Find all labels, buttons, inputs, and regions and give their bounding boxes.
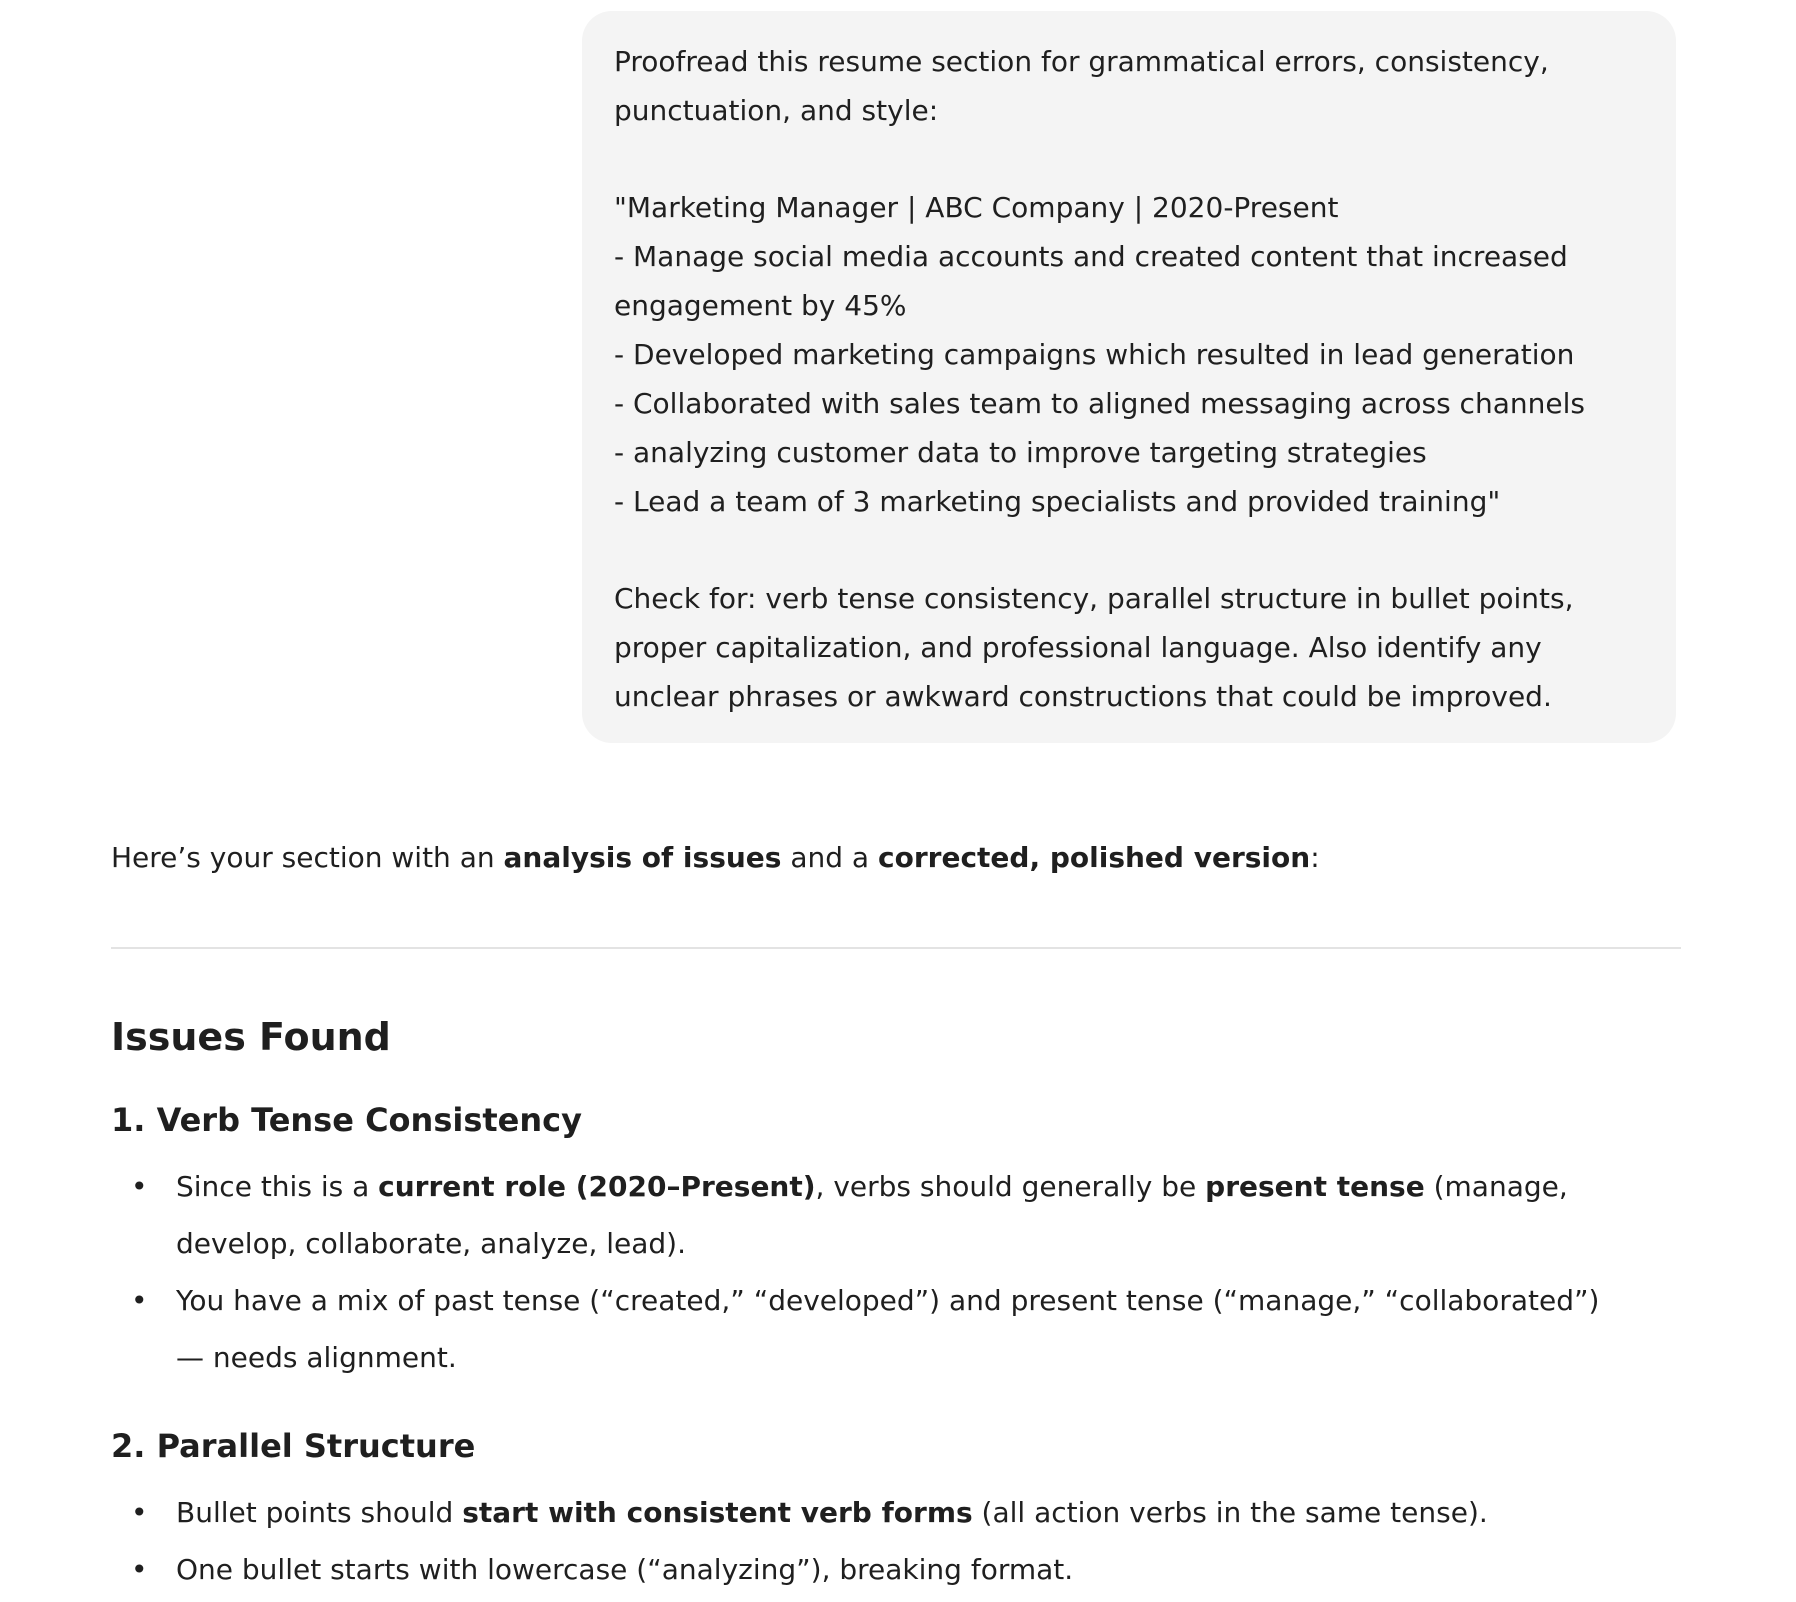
assistant-intro (111, 838, 1320, 878)
list-item-text: Since this is a (176, 1170, 379, 1203)
list-item-text: , verbs should generally be (815, 1170, 1206, 1203)
list-item-text: — needs alignment. (176, 1341, 457, 1374)
user-message-line: - analyzing customer data to improve targeting strategies (614, 436, 1427, 469)
user-message-line: punctuation, and style: (614, 94, 939, 127)
user-message-line: unclear phrases or awkward constructions that could be improved. (614, 680, 1552, 713)
list-item (111, 1541, 1681, 1598)
user-message-bubble (582, 11, 1676, 743)
user-message-line: - Manage social media accounts and created content that increased (614, 240, 1568, 273)
intro-text: and a (781, 841, 878, 874)
list-item-text: (all action verbs in the same tense). (972, 1496, 1488, 1529)
verb-tense-list (111, 1158, 1681, 1386)
user-message-line: proper capitalization, and professional language. Also identify any (614, 631, 1542, 664)
bullet-icon: • (131, 1496, 148, 1529)
list-item-bold-text: start with consistent verb forms (462, 1496, 973, 1529)
list-item (111, 1484, 1681, 1541)
list-item-bold-text: present tense (1205, 1170, 1425, 1203)
bullet-icon: • (131, 1284, 148, 1317)
user-message-line: - Lead a team of 3 marketing specialists and provided training" (614, 485, 1501, 518)
intro-bold-text: analysis of issues (503, 841, 782, 874)
parallel-structure-list (111, 1484, 1681, 1598)
intro-text: Here’s your section with an (111, 841, 504, 874)
list-item-bold-text: current role (2020–Present) (378, 1170, 816, 1203)
list-item (111, 1272, 1681, 1386)
list-item-text: develop, collaborate, analyze, lead). (176, 1227, 687, 1260)
list-item (111, 1158, 1681, 1272)
list-item-text: (manage, (1424, 1170, 1568, 1203)
user-message-line: Check for: verb tense consistency, parallel structure in bullet points, (614, 582, 1574, 615)
issues-heading: Issues Found (111, 1015, 391, 1059)
section-heading-parallel-structure: 2. Parallel Structure (111, 1427, 476, 1465)
section-heading-verb-tense: 1. Verb Tense Consistency (111, 1101, 582, 1139)
list-item-text: You have a mix of past tense (“created,” “developed”) and present tense (“manage,” “collaborated”) (176, 1284, 1600, 1317)
bullet-icon: • (131, 1170, 148, 1203)
list-item-text: Bullet points should (176, 1496, 463, 1529)
list-item-text: One bullet starts with lowercase (“analyzing”), breaking format. (176, 1553, 1074, 1586)
user-message-line: - Collaborated with sales team to aligned messaging across channels (614, 387, 1585, 420)
user-message-line: "Marketing Manager | ABC Company | 2020-Present (614, 191, 1339, 224)
intro-text: : (1310, 841, 1320, 874)
user-message-line: Proofread this resume section for grammatical errors, consistency, (614, 45, 1549, 78)
user-message-line: - Developed marketing campaigns which resulted in lead generation (614, 338, 1575, 371)
divider (111, 947, 1681, 949)
bullet-icon: • (131, 1553, 148, 1586)
user-message-line: engagement by 45% (614, 289, 907, 322)
intro-bold-text: corrected, polished version (878, 841, 1311, 874)
